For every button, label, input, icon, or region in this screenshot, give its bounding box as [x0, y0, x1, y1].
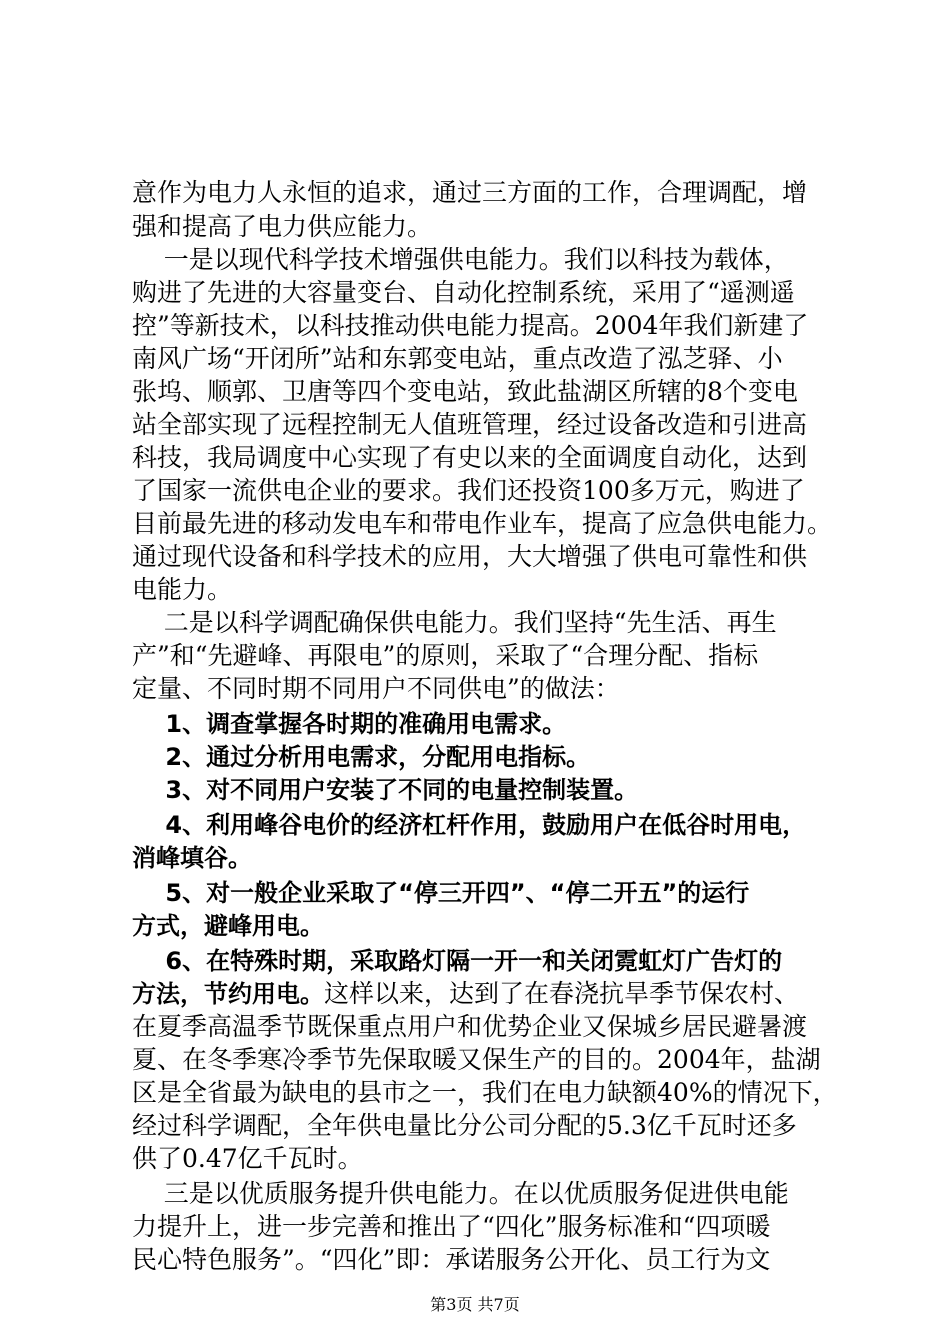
list-item-1: 1、调查掌握各时期的准确用电需求。: [132, 710, 567, 738]
mixed-line: [132, 977, 892, 1011]
list-item-5-cont: 方式，避峰用电。: [132, 912, 324, 940]
body-line: 供了0.47亿千瓦时。: [132, 1144, 363, 1173]
body-line: 意作为电力人永恒的追求，通过三方面的工作，合理调配，增: [132, 178, 808, 207]
body-line: 区是全省最为缺电的县市之一，我们在电力缺额40%的情况下，: [132, 1078, 838, 1107]
body-line: 站全部实现了远程控制无人值班管理，经过设备改造和引进高: [132, 410, 808, 439]
list-item-3: 3、对不同用户安装了不同的电量控制装置。: [132, 776, 639, 804]
paragraph-two-start: 二是以科学调配确保供电能力。我们坚持“先生活、再生: [132, 608, 777, 637]
paragraph-one-start: 一是以现代科学技术增强供电能力。我们以科技为载体，: [132, 245, 789, 274]
body-line: 南风广场“开闭所”站和东郭变电站，重点改造了泓芝驿、小: [132, 344, 783, 373]
paragraph-three-start: 三是以优质服务提升供电能力。在以优质服务促进供电能: [132, 1179, 789, 1208]
body-text: 这样以来，达到了在春浇抗旱季节保农村、: [324, 979, 800, 1008]
body-line: 科技，我局调度中心实现了有史以来的全面调度自动化，达到: [132, 443, 808, 472]
body-line: 产”和“先避峰、再限电”的原则，采取了“合理分配、指标: [132, 641, 759, 670]
list-item-6: 6、在特殊时期，采取路灯隔一开一和关闭霓虹灯广告灯的: [132, 947, 783, 975]
body-line: 控”等新技术，以科技推动供电能力提高。2004年我们新建了: [132, 311, 809, 340]
list-item-5: 5、对一般企业采取了“停三开四”、“停二开五”的运行: [132, 879, 750, 907]
body-line: 电能力。: [132, 575, 233, 604]
body-line: 在夏季高温季节既保重点用户和优势企业又保城乡居民避暑渡: [132, 1012, 808, 1041]
list-item-4: 4、利用峰谷电价的经济杠杆作用，鼓励用户在低谷时用电，: [132, 811, 807, 839]
body-line: 经过科学调配，全年供电量比分公司分配的5.3亿千瓦时还多: [132, 1111, 797, 1140]
body-line: 了国家一流供电企业的要求。我们还投资100多万元，购进了: [132, 476, 805, 505]
list-item-6-cont: 方法，节约用电。: [132, 980, 324, 1008]
list-item-2: 2、通过分析用电需求，分配用电指标。: [132, 743, 591, 771]
body-line: 定量、不同时期不同用户不同供电”的做法：: [132, 674, 620, 703]
body-line: 购进了先进的大容量变台、自动化控制系统，采用了“遥测遥: [132, 278, 795, 307]
list-item-4-cont: 消峰填谷。: [132, 844, 252, 872]
page-footer: 第3页 共7页: [430, 1295, 520, 1314]
body-line: 强和提高了电力供应能力。: [132, 212, 433, 241]
body-line: 力提升上，进一步完善和推出了“四化”服务标准和“四项暖: [132, 1212, 771, 1241]
body-line: 目前最先进的移动发电车和带电作业车，提高了应急供电能力。: [132, 509, 833, 538]
body-line: 民心特色服务”。“四化”即：承诺服务公开化、员工行为文: [132, 1245, 771, 1274]
body-line: 张坞、顺郭、卫唐等四个变电站，致此盐湖区所辖的8个变电: [132, 377, 798, 406]
body-line: 夏、在冬季寒冷季节先保取暖又保生产的目的。2004年，盐湖: [132, 1045, 821, 1074]
body-line: 通过现代设备和科学技术的应用，大大增强了供电可靠性和供: [132, 542, 808, 571]
